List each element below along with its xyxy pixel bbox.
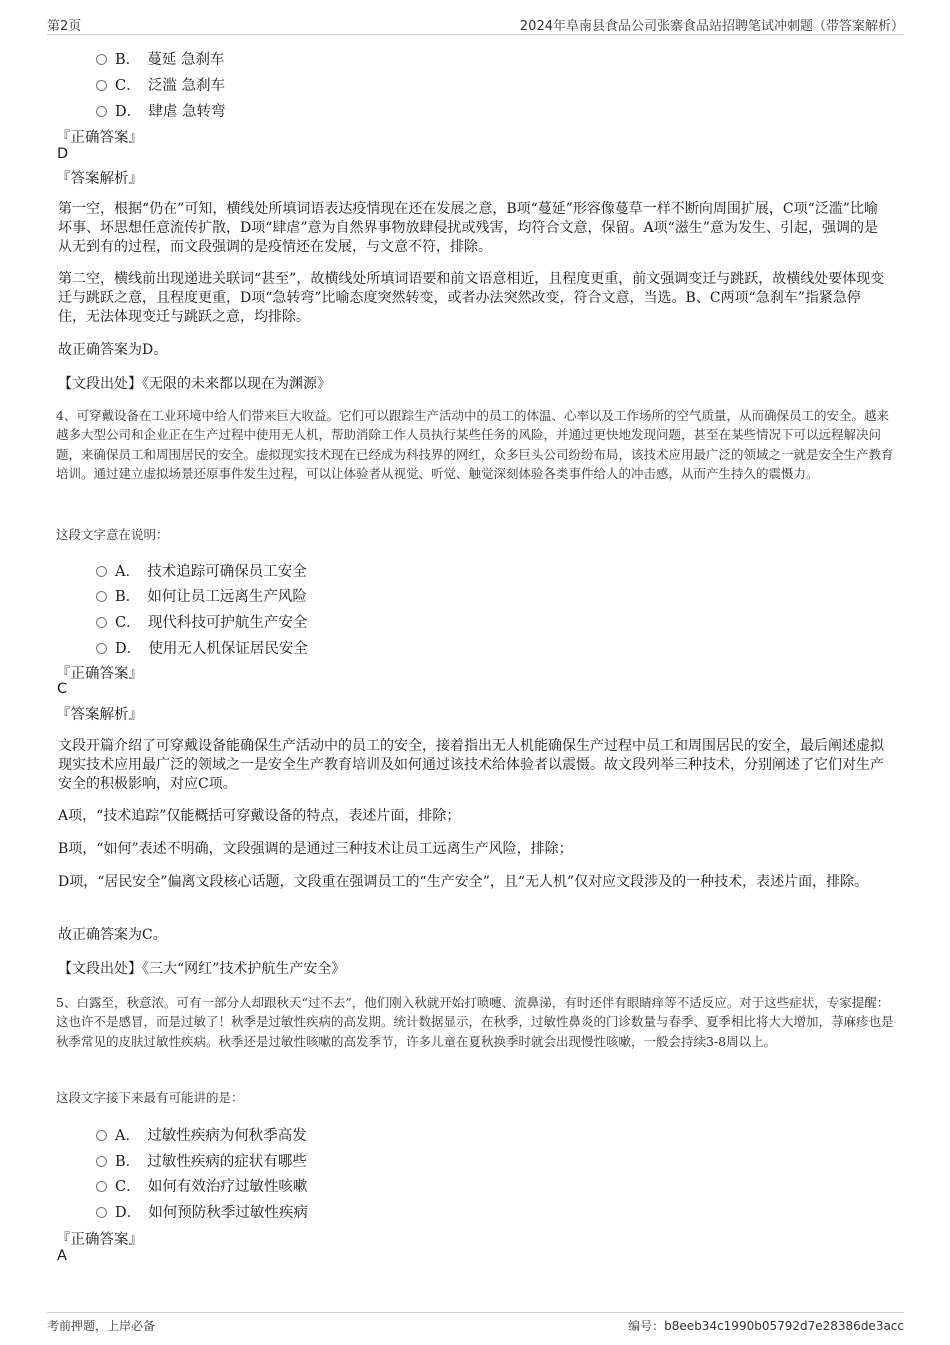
- q3-analysis-para-1: 第一空，根据“仍在”可知，横线处所填词语表达疫情现在还在发展之意，B项“蔓延”形容像蔓草一样不断向周围扩展，C项“泛滥”比喻坏事、坏思想任意流传扩散，D项“肆虐”意为自然界事物放肆侵扰或残害，均符合文意，保留。A项“滋生”意为发生、引起，强调的是从无到有的过程，而文段强调的是疫情还在发展，与文意不符，排除。: [58, 201, 878, 255]
- q4-option-b[interactable]: B． 如何让员工远离生产风险: [96, 585, 307, 606]
- q4-prompt: 这段文字意在说明：: [56, 527, 169, 542]
- q4-analysis-para-5: 故正确答案为C。: [58, 927, 167, 943]
- radio-icon[interactable]: [96, 643, 107, 654]
- q4-option-d[interactable]: D． 使用无人机保证居民安全: [96, 637, 308, 658]
- page-number: 第2页: [47, 19, 82, 34]
- page-footer: [47, 1312, 904, 1335]
- footer-slogan: 考前押题，上岸必备: [47, 1319, 156, 1333]
- q4-analysis-para-3: B项，“如何”表述不明确，文段强调的是通过三种技术让员工远离生产风险，排除；: [58, 841, 573, 857]
- q4-analysis-label: 『答案解析』: [56, 707, 143, 723]
- q4-text: 4、可穿戴设备在工业环境中给人们带来巨大收益。它们可以跟踪生产活动中的员工的体温、心率以及工作场所的空气质量，从而确保员工的安全。越来越多大型公司和企业正在生产过程中使用无人机，帮助消除工作人员执行某些任务的风险，并通过更快地发现问题，甚至在某些情况下可以远程解决问题，来确保员工和周围居民的安全。虚拟现实技术现在已经成为科技界的网红，众多巨头公司纷纷布局，该技术应用最广泛的领域之一就是安全生产教育培训。通过建立虚拟场景还原事件发生过程，可以让体验者从视觉、听觉、触觉深刻体验各类事件给人的冲击感，从而产生持久的震慑力。: [56, 408, 894, 482]
- radio-icon[interactable]: [96, 1156, 107, 1167]
- page-header: [47, 14, 904, 35]
- q4-option-c[interactable]: C． 现代科技可护航生产安全: [96, 611, 307, 632]
- radio-icon[interactable]: [96, 54, 107, 65]
- radio-icon[interactable]: [96, 617, 107, 628]
- radio-icon[interactable]: [96, 566, 107, 577]
- q3-analysis-para-3: 故正确答案为D。: [58, 342, 168, 358]
- q3-answer-label: 『正确答案』: [56, 130, 143, 146]
- q4-option-a[interactable]: A． 技术追踪可确保员工安全: [96, 560, 307, 581]
- q4-answer-label: 『正确答案』: [56, 666, 143, 682]
- q5-option-a[interactable]: A． 过敏性疾病为何秋季高发: [96, 1124, 307, 1145]
- q4-analysis-para-2: A项，“技术追踪”仅能概括可穿戴设备的特点，表述片面，排除；: [58, 808, 461, 824]
- radio-icon[interactable]: [96, 1130, 107, 1141]
- q5-prompt: 这段文字接下来最有可能讲的是：: [56, 1090, 244, 1105]
- q3-analysis-para-2: 第二空，横线前出现递进关联词“甚至”，故横线处所填词语要和前文语意相近，且程度更重，前文强调变迁与跳跃，故横线处要体现变迁与跳跃之意，且程度更重，D项“急转弯”比喻态度突然转变，或者办法突然改变，符合文意，当选。B、C两项“急刹车”指紧急停住，无法体现变迁与跳跃之意，均排除。: [58, 271, 885, 325]
- q3-analysis-label: 『答案解析』: [56, 171, 143, 187]
- q3-answer: D: [57, 146, 69, 162]
- document-title: 2024年阜南县食品公司张寨食品站招聘笔试冲刺题（带答案解析）: [519, 19, 904, 34]
- q4-source: 【文段出处】《三大“网红”技术护航生产安全》: [58, 961, 346, 977]
- radio-icon[interactable]: [96, 80, 107, 91]
- radio-icon[interactable]: [96, 1181, 107, 1192]
- q5-option-d[interactable]: D． 如何预防秋季过敏性疾病: [96, 1201, 308, 1222]
- q3-source: 【文段出处】《无限的未来都以现在为渊源》: [58, 376, 331, 392]
- q4-answer: C: [57, 681, 68, 697]
- q5-text: 5、白露至，秋意浓。可有一部分人却跟秋天“过不去”，他们刚入秋就开始打喷嚏、流鼻涕，有时还伴有眼睛痒等不适反应。对于这些症状，专家提醒：这也许不是感冒，而是过敏了！秋季是过敏性疾病的高发期。统计数据显示，在秋季，过敏性鼻炎的门诊数量与春季、夏季相比将大大增加，荨麻疹也是秋季常见的皮肤过敏性疾病。秋季还是过敏性咳嗽的高发季节，许多儿童在夏秋换季时就会出现慢性咳嗽，一般会持续3-8周以上。: [56, 995, 894, 1049]
- q5-option-c[interactable]: C． 如何有效治疗过敏性咳嗽: [96, 1175, 307, 1196]
- radio-icon[interactable]: [96, 591, 107, 602]
- q4-analysis-para-4: D项，“居民安全”偏离文段核心话题，文段重在强调员工的“生产安全”，且“无人机”仅对应文段涉及的一种技术，表述片面，排除。: [58, 874, 869, 890]
- radio-icon[interactable]: [96, 106, 107, 117]
- q5-option-b[interactable]: B． 过敏性疾病的症状有哪些: [96, 1150, 307, 1171]
- radio-icon[interactable]: [96, 1207, 107, 1218]
- q3-option-c[interactable]: C． 泛滥 急刹车: [96, 74, 225, 95]
- q3-option-d[interactable]: D． 肆虐 急转弯: [96, 100, 225, 121]
- document-id: 编号：b8eeb34c1990b05792d7e28386de3acc: [628, 1319, 904, 1333]
- q5-answer-label: 『正确答案』: [56, 1232, 143, 1248]
- q4-analysis-para-1: 文段开篇介绍了可穿戴设备能确保生产活动中的员工的安全，接着指出无人机能确保生产过程中员工和周围居民的安全，最后阐述虚拟现实技术应用最广泛的领域之一是安全生产教育培训及如何通过该技术给体验者以震慑。故文段列举三种技术，分别阐述了它们对生产安全的积极影响，对应C项。: [58, 738, 884, 792]
- q3-option-b[interactable]: B． 蔓延 急刹车: [96, 48, 225, 69]
- q5-answer: A: [57, 1248, 67, 1264]
